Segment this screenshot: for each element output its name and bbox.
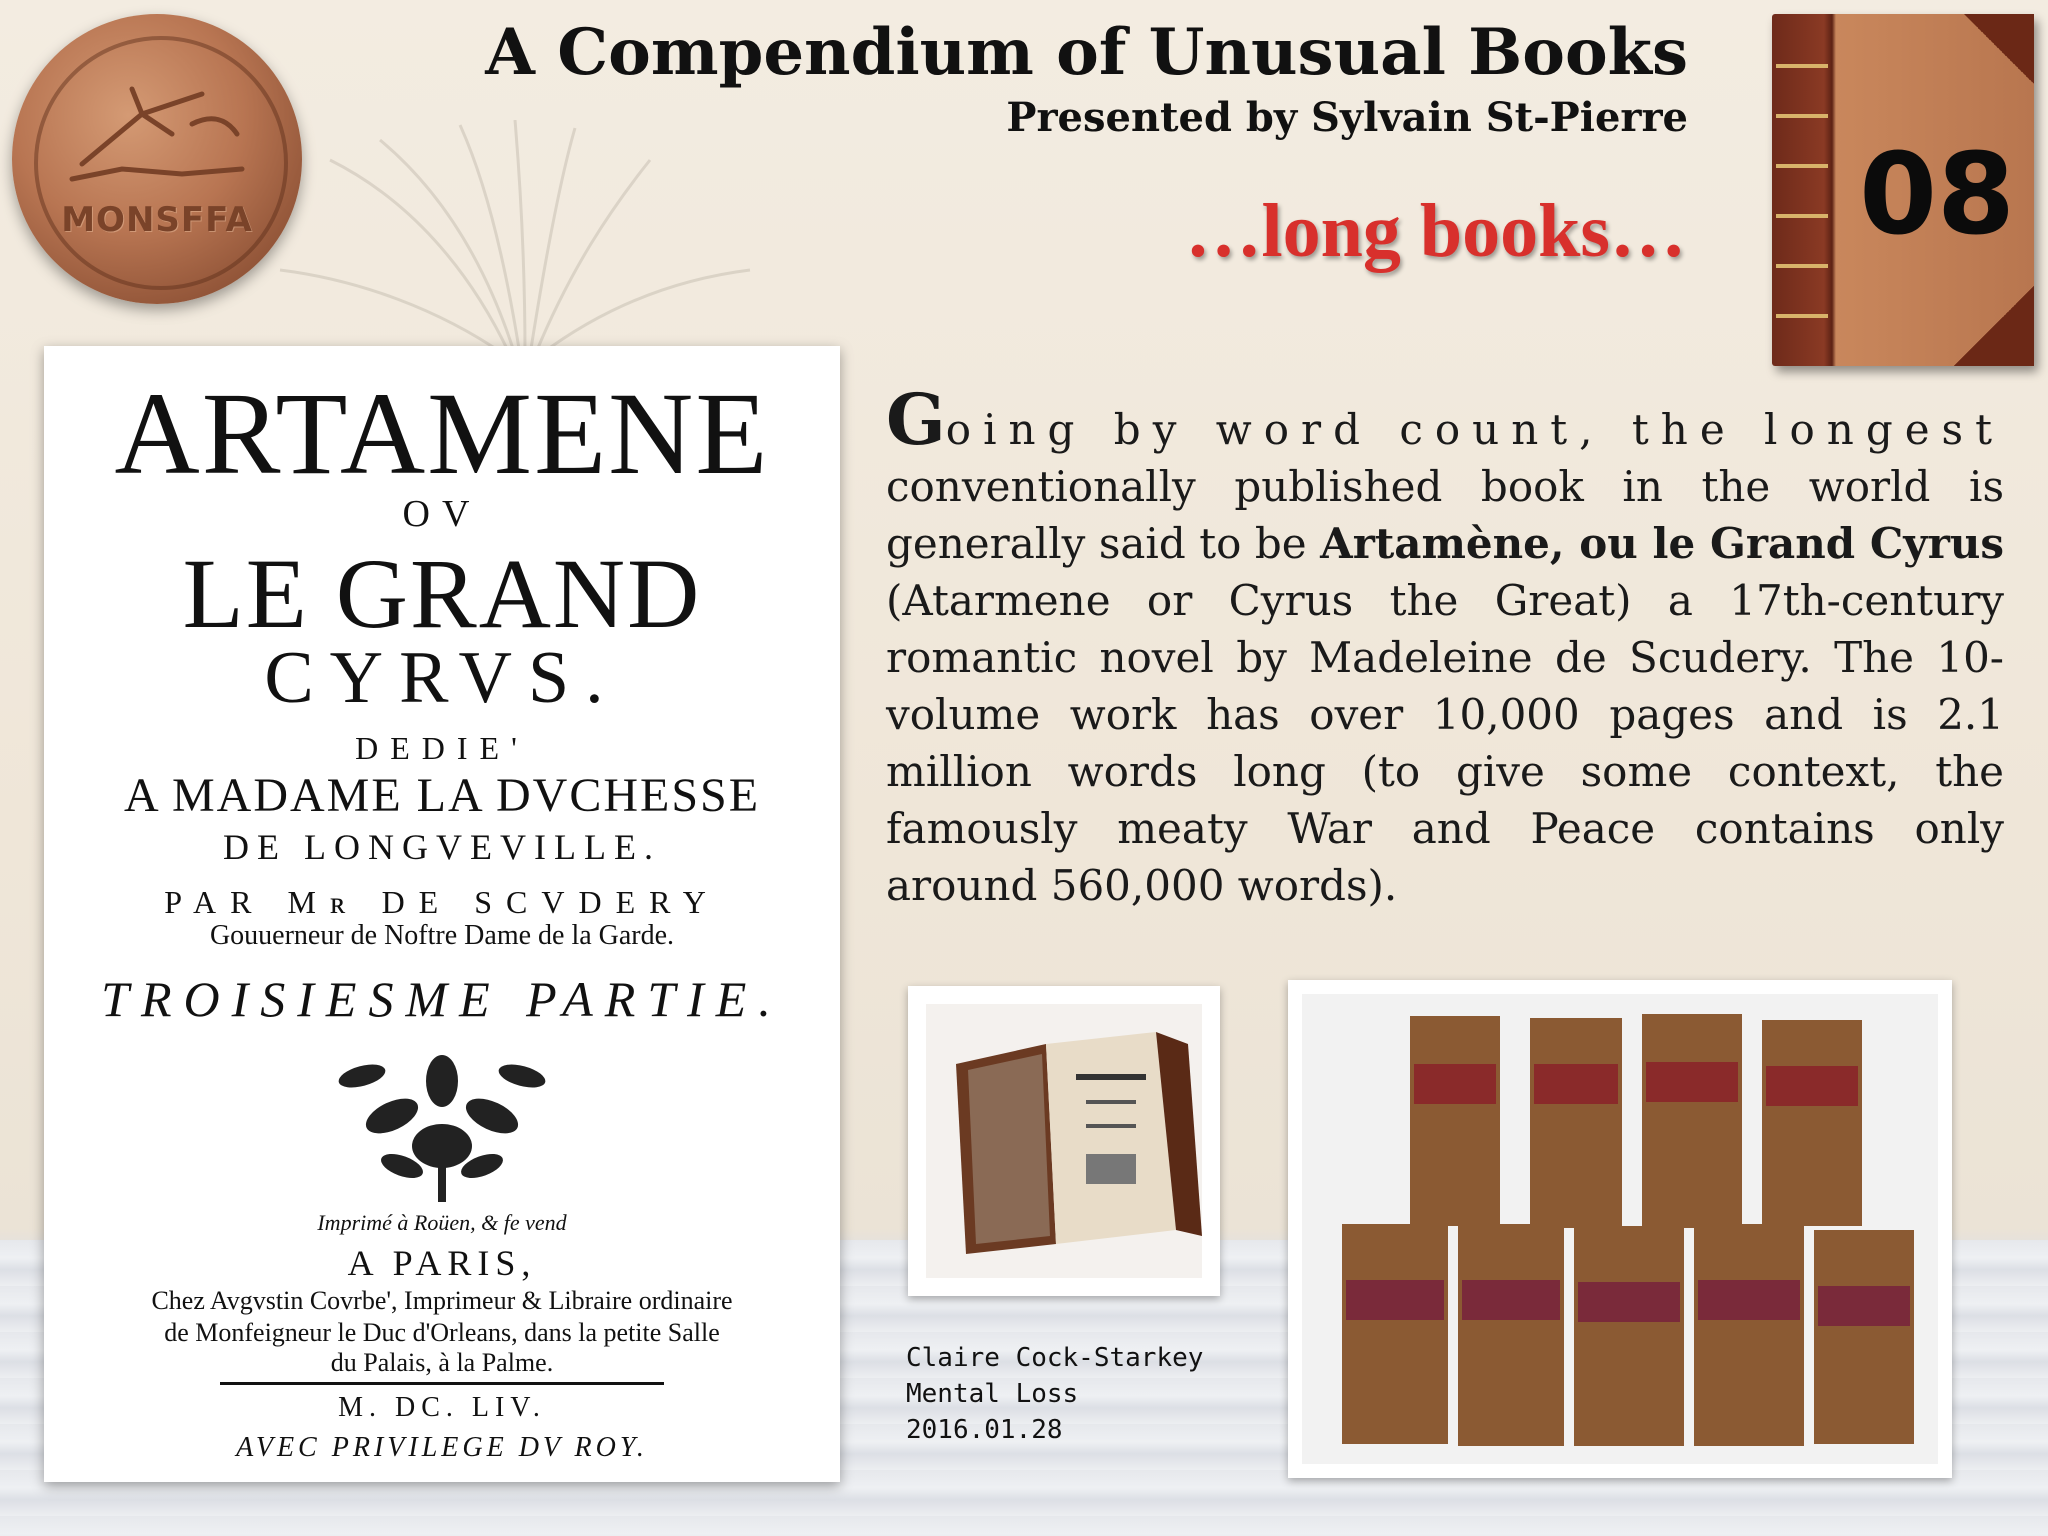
- open-book-pages-decoration: [270, 120, 770, 360]
- title-page-line: OV: [402, 493, 482, 535]
- body-first-line: oing by word count, the longest: [945, 405, 2004, 454]
- spine-band: [1776, 164, 1828, 168]
- title-page-line: LE GRAND: [182, 538, 702, 649]
- page-subtitle: Presented by Sylvain St-Pierre: [1006, 94, 1688, 141]
- title-page-line: Gouuerneur de Noftre Dame de la Garde.: [209, 920, 675, 951]
- open-book-photo: [908, 986, 1220, 1296]
- slide-number: 08: [1859, 130, 2015, 260]
- title-page-line: TROISIESME PARTIE.: [101, 971, 783, 1027]
- title-page-line: du Palais, à la Palme.: [330, 1348, 554, 1377]
- seal-text: MONSFFA: [61, 200, 253, 240]
- title-page-rule: [220, 1382, 664, 1385]
- title-page-line: ARTAMENE: [114, 368, 770, 499]
- title-page-line: DE LONGVEVILLE.: [223, 827, 661, 867]
- body-paragraph: [886, 378, 2005, 914]
- title-page-line: A MADAME LA DVCHESSE: [123, 769, 761, 822]
- open-volume-icon: [926, 1004, 1202, 1278]
- spine-band: [1776, 264, 1828, 268]
- spine-band: [1776, 314, 1828, 318]
- title-page-line: A PARIS,: [347, 1243, 537, 1283]
- title-page-line: CYRVS.: [264, 637, 620, 719]
- credit-author: Claire Cock-Starkey: [906, 1343, 1204, 1373]
- title-page-line: DEDIE': [355, 730, 529, 766]
- rocket-icon: [62, 74, 252, 184]
- ten-volumes-photo-inner: [1302, 994, 1938, 1464]
- title-page-line: Imprimé à Roüen, & fe vend: [317, 1210, 567, 1235]
- book-corner-bottom: [1954, 286, 2034, 366]
- title-page-line: Chez Avgvstin Covrbe', Imprimeur & Libraire ordinaire: [151, 1286, 733, 1315]
- stacked-volumes-icon: [1302, 994, 1938, 1464]
- title-page-line: de Monfeigneur le Duc d'Orleans, dans la petite Salle: [164, 1318, 720, 1347]
- body-text-part2: (Atarmene or Cyrus the Great) a 17th-century romantic novel by Madeleine de Scudery. The 10-volume work has over 10,000 pages and is 2.1 million words long (to give some context, the famously meaty War and Peace contains only around 560,000 words).: [886, 576, 2004, 910]
- spine-band: [1776, 214, 1828, 218]
- credit-date: 2016.01.28: [906, 1415, 1063, 1445]
- book-corner-top: [1964, 14, 2034, 84]
- spine-band: [1776, 114, 1828, 118]
- photo-credit: [906, 1340, 1203, 1448]
- floral-ornament-icon: [332, 1036, 552, 1206]
- artamene-title-page-image: [44, 346, 840, 1482]
- title-page-line: AVEC PRIVILEGE DV ROY.: [236, 1432, 648, 1463]
- slide-number-book-badge: [1772, 14, 2034, 366]
- drop-cap: G: [886, 378, 946, 461]
- page-title: A Compendium of Unusual Books: [485, 15, 1688, 90]
- section-title: …long books…: [1185, 189, 1686, 273]
- ten-volumes-photo: [1288, 980, 1952, 1478]
- title-page-line: M. DC. LIV.: [338, 1392, 546, 1423]
- credit-source: Mental Loss: [906, 1379, 1079, 1409]
- body-text-part1: conventionally published book in the world is generally said to be: [886, 462, 2004, 568]
- title-page-line: PAR Mʀ DE SCVDERY: [164, 884, 720, 920]
- book-title-bold: Artamène, ou le Grand Cyrus: [1320, 519, 2005, 568]
- spine-band: [1776, 64, 1828, 68]
- open-book-photo-inner: [926, 1004, 1202, 1278]
- monsffa-seal-logo: [12, 14, 302, 304]
